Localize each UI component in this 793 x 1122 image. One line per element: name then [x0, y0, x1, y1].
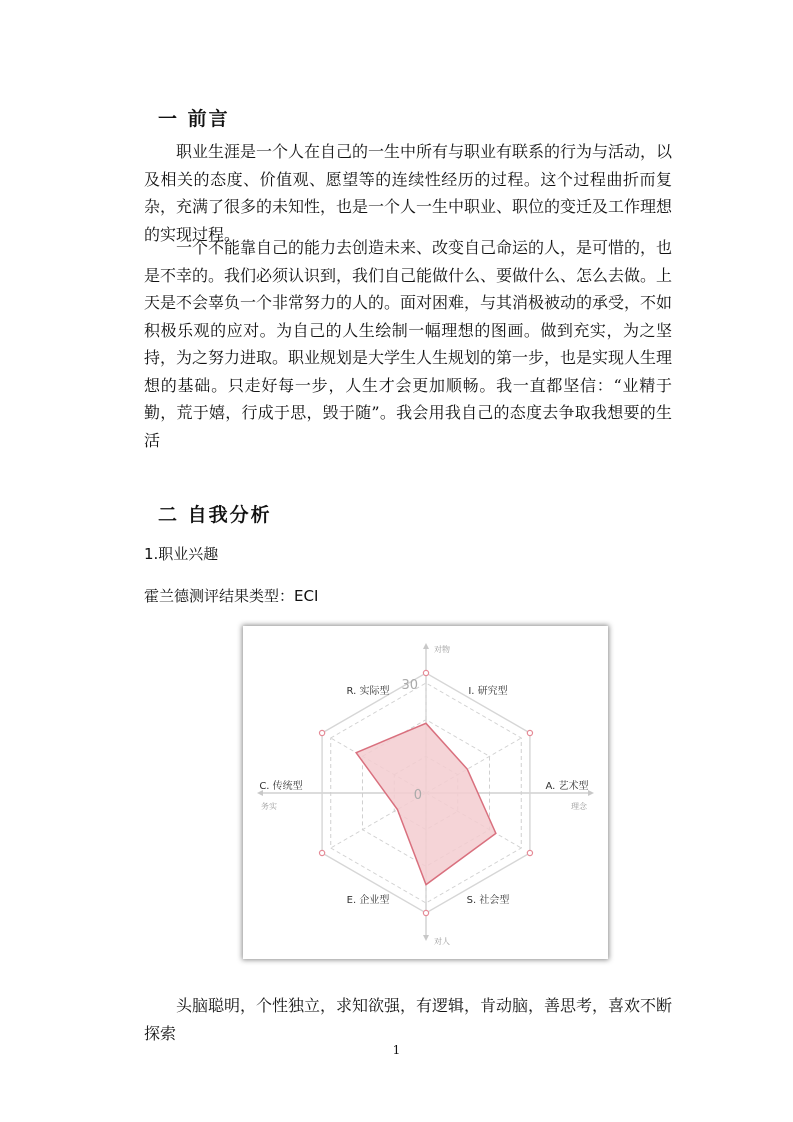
- orientation-label-top: 对物: [434, 645, 450, 654]
- axis-label-conventional: C. 传统型: [259, 781, 303, 792]
- holland-result-line: 霍兰德测评结果类型：ECI: [144, 587, 319, 605]
- closing-paragraph: 头脑聪明，个性独立，求知欲强，有逻辑，肯动脑，善思考，喜欢不断探索: [144, 996, 673, 1043]
- axis-label-artistic: A. 艺术型: [545, 781, 589, 792]
- scale-max-label: 30: [401, 678, 418, 693]
- page-number: 1: [392, 1043, 401, 1057]
- scale-min-label: 0: [413, 788, 422, 803]
- orientation-label-bottom: 对人: [434, 937, 450, 946]
- axis-marker-0: [319, 730, 324, 735]
- axis-marker-4: [423, 910, 428, 915]
- orientation-label-right: 理念: [571, 802, 587, 811]
- intro-paragraph-1: 职业生涯是一个人在自己的一生中所有与职业有联系的行为与活动，以及相关的态度、价值观、愿望等的连续性经历的过程。这个过程曲折而复杂，充满了很多的未知性，也是一个人一生中职业、职位的变迁及工作理想的实现过程。: [144, 142, 673, 244]
- axis-label-social: S. 社会型: [466, 895, 510, 906]
- section-2-title: 二 自我分析: [158, 504, 272, 526]
- orientation-label-left: 务实: [261, 802, 277, 811]
- axis-label-investigative: I. 研究型: [468, 686, 508, 697]
- holland-radar-chart: [243, 626, 608, 959]
- career-interest-subtitle: 1.职业兴趣: [144, 545, 219, 563]
- axis-marker-5: [319, 850, 324, 855]
- axis-label-realistic: R. 实际型: [346, 686, 390, 697]
- axis-marker-3: [527, 850, 532, 855]
- radar-svg: [243, 626, 608, 959]
- intro-paragraph-2: 一个不能靠自己的能力去创造未来、改变自己命运的人，是可惜的，也是不幸的。我们必须认识到，我们自己能做什么、要做什么、怎么去做。上天是不会辜负一个非常努力的人的。面对困难，与其消极被动的承受，不如积极乐观的应对。为自己的人生绘制一幅理想的图画。做到充实，为之坚持，为之努力进取。职业规划是大学生人生规划的第一步，也是实现人生理想的基础。只走好每一步，人生才会更加顺畅。我一直都坚信：“业精于勤，荒于嬉，行成于思，毁于随”。我会用我自己的态度去争取我想要的生活: [144, 238, 673, 450]
- axis-label-enterprising: E. 企业型: [346, 895, 390, 906]
- axis-marker-1: [423, 670, 428, 675]
- section-1-title: 一 前言: [158, 108, 230, 130]
- axis-marker-2: [527, 730, 532, 735]
